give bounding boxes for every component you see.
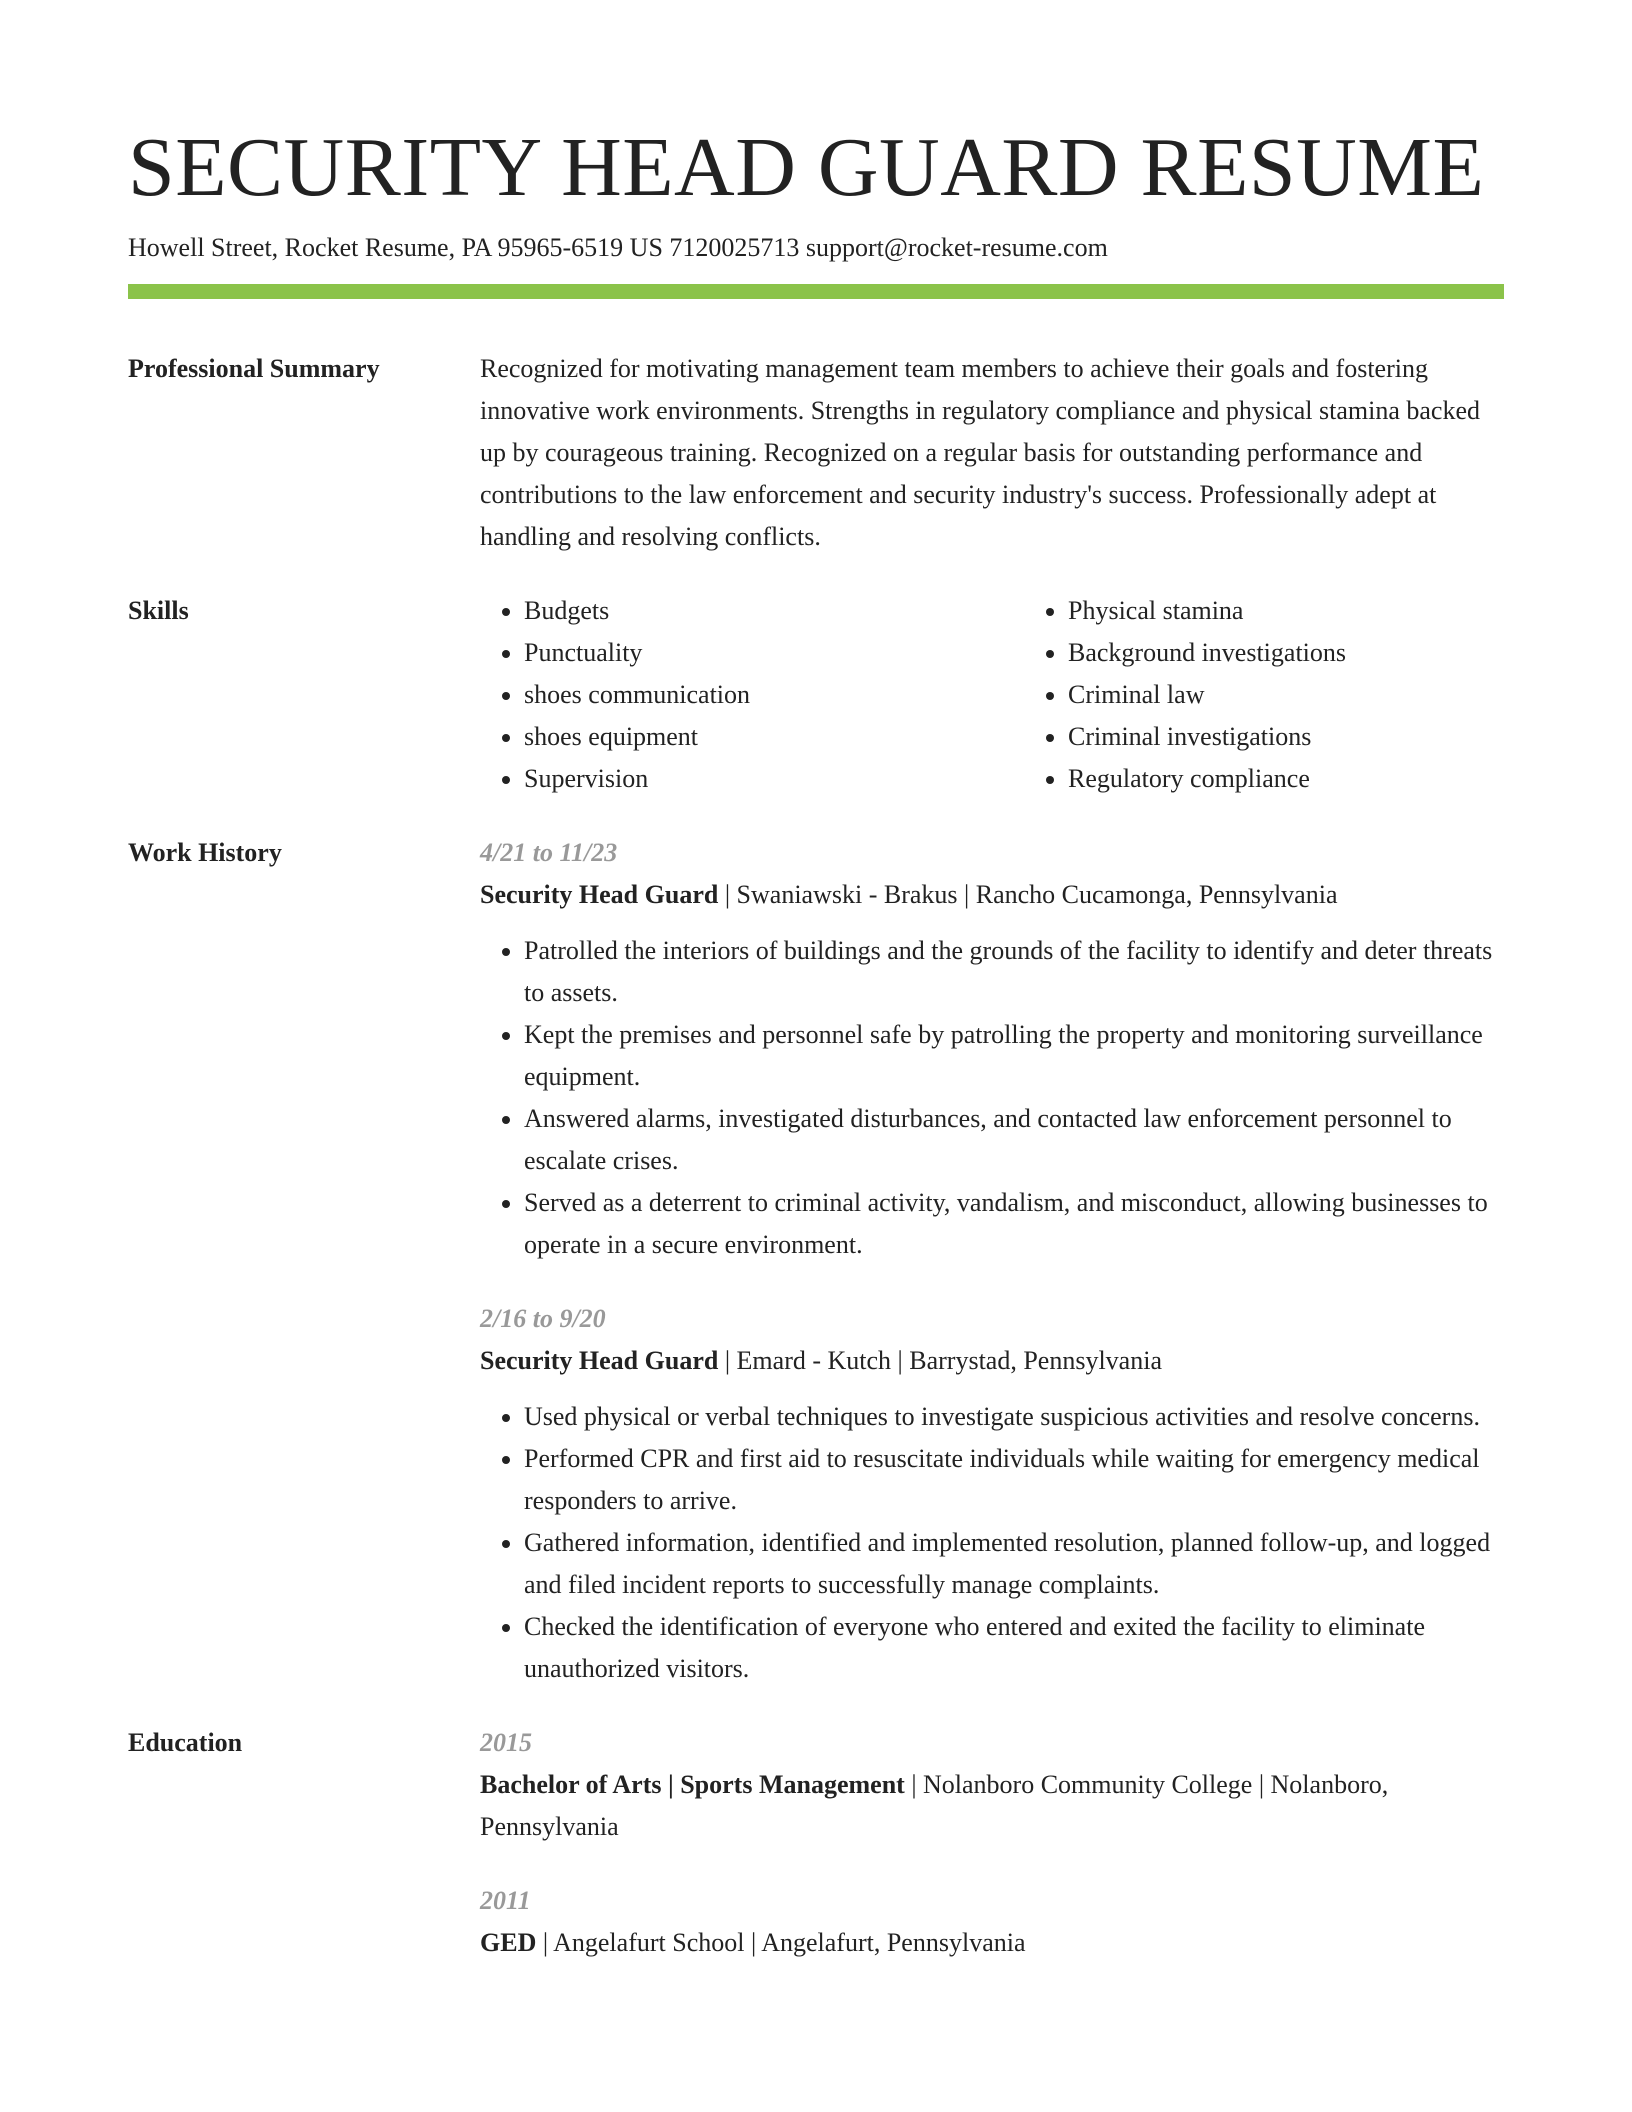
job-dates: 2/16 to 9/20 bbox=[480, 1304, 606, 1333]
work-history-section bbox=[128, 832, 1504, 1690]
job-bullet: • Checked the identification of everyone who entered and exited the facility to eliminate unauthorized visitors. bbox=[524, 1606, 1504, 1690]
skill-item: • Supervision bbox=[524, 758, 984, 800]
job-bullet: • Gathered information, identified and implemented resolution, planned follow-up, and logged and filed incident reports to successfully manage complaints. bbox=[524, 1522, 1504, 1606]
skills-heading: Skills bbox=[128, 596, 189, 625]
job-dates: 4/21 to 11/23 bbox=[480, 838, 618, 867]
education-entry bbox=[480, 1722, 1504, 1848]
job-bullet: • Performed CPR and first aid to resuscitate individuals while waiting for emergency medical responders to arrive. bbox=[524, 1438, 1504, 1522]
skill-item: • Punctuality bbox=[524, 632, 984, 674]
job-details: | Emard - Kutch | Barrystad, Pennsylvania bbox=[718, 1346, 1162, 1375]
job-bullet: • Served as a deterrent to criminal activity, vandalism, and misconduct, allowing businesses to operate in a secure environment. bbox=[524, 1182, 1504, 1266]
job-bullets bbox=[480, 1396, 1504, 1690]
skills-list-left bbox=[480, 590, 984, 800]
education-details: | Angelafurt School | Angelafurt, Pennsylvania bbox=[536, 1928, 1026, 1957]
resume-title: SECURITY HEAD GUARD RESUME bbox=[128, 121, 1485, 214]
job-bullets bbox=[480, 930, 1504, 1266]
job-bullet: • Patrolled the interiors of buildings and the grounds of the facility to identify and deter threats to assets. bbox=[524, 930, 1504, 1014]
job-bullet: • Answered alarms, investigated disturbances, and contacted law enforcement personnel to escalate crises. bbox=[524, 1098, 1504, 1182]
contact-info: Howell Street, Rocket Resume, PA 95965-6519 US 7120025713 support@rocket-resume.com bbox=[128, 233, 1108, 262]
education-heading: Education bbox=[128, 1728, 243, 1757]
job-header bbox=[480, 874, 1504, 916]
skills-section bbox=[128, 590, 1504, 800]
skill-item: • shoes equipment bbox=[524, 716, 984, 758]
job-bullet: • Used physical or verbal techniques to investigate suspicious activities and resolve concerns. bbox=[524, 1396, 1504, 1438]
job-title: Security Head Guard bbox=[480, 880, 719, 909]
summary-section bbox=[128, 348, 1504, 558]
skill-item: • shoes communication bbox=[524, 674, 984, 716]
job-entry bbox=[480, 832, 1504, 1266]
skill-item: • Background investigations bbox=[1068, 632, 1528, 674]
skill-item: • Budgets bbox=[524, 590, 984, 632]
job-bullet: • Kept the premises and personnel safe by patrolling the property and monitoring surveillance equipment. bbox=[524, 1014, 1504, 1098]
work-history-heading: Work History bbox=[128, 838, 282, 867]
education-details: | Nolanboro Community College | Nolanboro, Pennsylvania bbox=[480, 1770, 1389, 1841]
job-title: Security Head Guard bbox=[480, 1346, 719, 1375]
skill-item: • Physical stamina bbox=[1068, 590, 1528, 632]
skill-item: • Criminal investigations bbox=[1068, 716, 1528, 758]
education-degree: GED bbox=[480, 1928, 537, 1957]
education-entry bbox=[480, 1880, 1504, 1964]
accent-divider bbox=[128, 284, 1504, 299]
job-details: | Swaniawski - Brakus | Rancho Cucamonga, Pennsylvania bbox=[718, 880, 1338, 909]
education-year: 2015 bbox=[480, 1728, 532, 1757]
education-line bbox=[480, 1922, 1504, 1964]
education-line bbox=[480, 1764, 1504, 1848]
summary-heading: Professional Summary bbox=[128, 354, 380, 383]
skills-list-right bbox=[984, 590, 1528, 800]
job-entry bbox=[480, 1298, 1504, 1690]
skill-item: • Regulatory compliance bbox=[1068, 758, 1528, 800]
job-header bbox=[480, 1340, 1504, 1382]
education-section bbox=[128, 1722, 1504, 1964]
skill-item: • Criminal law bbox=[1068, 674, 1528, 716]
summary-text: Recognized for motivating management team members to achieve their goals and fostering innovative work environments. Strengths in regulatory compliance and physical stamina backed up by courageous training. Recognized on a regular basis for outstanding performance and contributions to the law enforcement and security industry's success. Professionally adept at handling and resolving conflicts. bbox=[480, 354, 1481, 551]
education-year: 2011 bbox=[480, 1886, 531, 1915]
education-degree: Bachelor of Arts | Sports Management bbox=[480, 1770, 905, 1799]
